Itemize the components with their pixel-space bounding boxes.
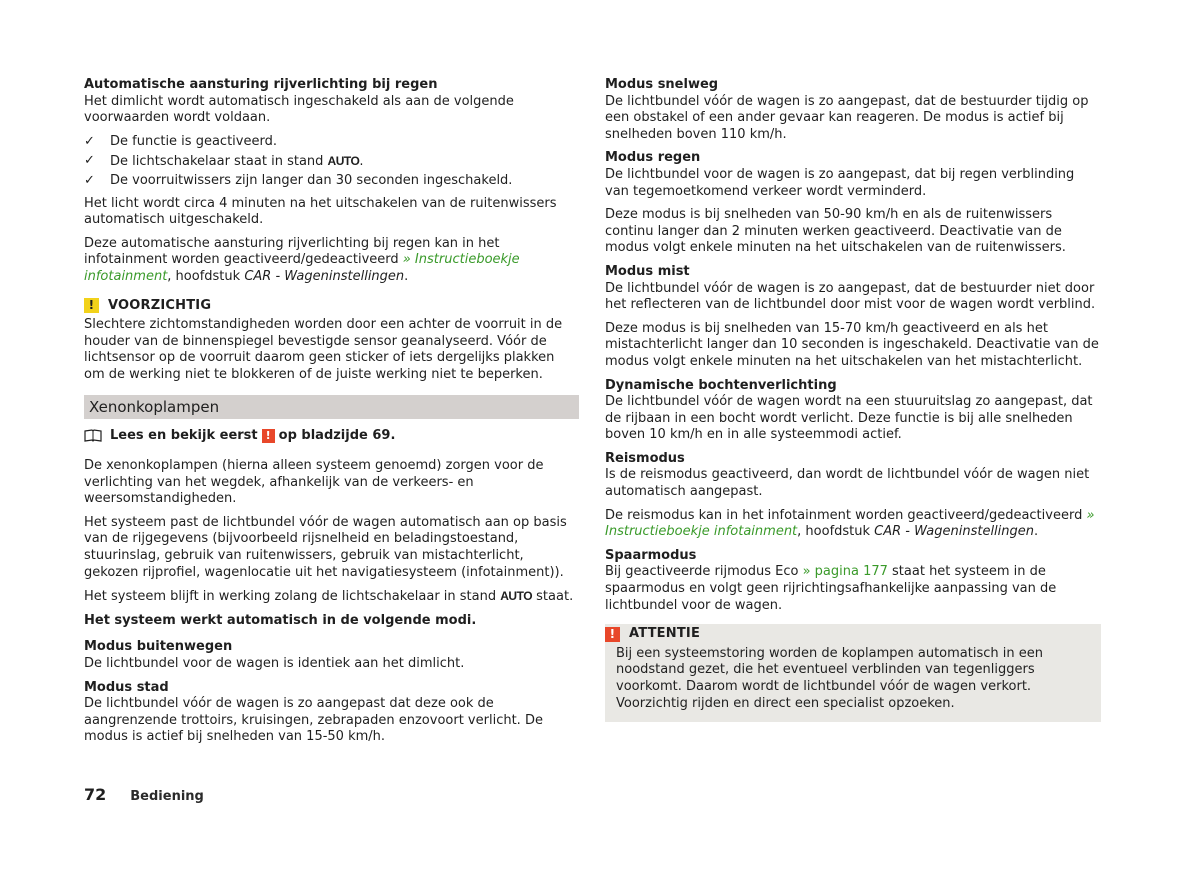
xenon-paragraph: De xenonkoplampen (hierna alleen systeem genoemd) zorgen voor de verlichting van het wegdek, afhankelijk van de verkeers- en weersomstandigheden. bbox=[84, 458, 544, 507]
bochtenverlichting-text: De lichtbundel vóór de wagen wordt na een stuuruitslag zo aangepast, dat de rijbaan in een bocht wordt verlicht. Deze functie is bij alle snelheden boven 10 km/h en in alle systeemmodi actief. bbox=[605, 394, 1093, 443]
rain-infotainment-paragraph: Deze automatische aansturing rijverlichting bij regen kan in het infotainment worden geactiveerd/gedeactiveerd » Instructieboekje infotainment, hoofdstuk CAR - Wageninstellingen. bbox=[84, 235, 520, 284]
page-177-link[interactable]: » pagina 177 bbox=[802, 564, 888, 580]
list-item: ✓ De functie is geactiveerd. bbox=[84, 133, 277, 149]
stad-text: De lichtbundel vóór de wagen is zo aangepast dat deze ook de aangrenzende trottoirs, kruisingen, zebrapaden enzovoort verlicht. De modus is actief bij snelheden van 15-50 km/h. bbox=[84, 696, 543, 745]
caution-icon: ! bbox=[84, 298, 99, 313]
auto-symbol: AUTO bbox=[500, 589, 533, 604]
attention-header bbox=[605, 626, 1089, 643]
attention-box bbox=[605, 624, 1101, 722]
section-title: Xenonkoplampen bbox=[84, 395, 579, 419]
list-item: ✓ De voorruitwissers zijn langer dan 30 seconden ingeschakeld. bbox=[84, 172, 513, 188]
list-item: ✓ De lichtschakelaar staat in stand AUTO. bbox=[84, 152, 364, 169]
infotainment-manual-link[interactable]: » Instructieboekje infotainment bbox=[605, 507, 1095, 540]
check-icon: ✓ bbox=[84, 133, 95, 149]
warning-icon: ! bbox=[262, 429, 275, 443]
attention-title: ATTENTIE bbox=[629, 626, 701, 642]
modes-heading: Het systeem werkt automatisch in de volgende modi. bbox=[84, 612, 477, 628]
left-column bbox=[84, 77, 579, 753]
page-number: 72 bbox=[84, 785, 107, 804]
regen-text-2: Deze modus is bij snelheden van 50-90 km/h en als de ruitenwissers continu langer dan 2 minuten werken geactiveerd. Deactivatie van de modus volgt enkele minuten na het uitschakelen van de ruitenwissers. bbox=[605, 207, 1066, 256]
regen-text: De lichtbundel voor de wagen is zo aangepast, dat bij regen verblinding van tegemoetkomend verkeer wordt verminderd. bbox=[605, 166, 1075, 199]
snelweg-heading: Modus snelweg bbox=[605, 77, 719, 92]
spaarmodus-text: Bij geactiveerde rijmodus Eco » pagina 177 staat het systeem in de spaarmodus en volgt geen rijrichtingsafhankelijke aanpassing van de lichtbundel voor de wagen. bbox=[605, 564, 1057, 613]
xenon-paragraph: Het systeem past de lichtbundel vóór de wagen automatisch aan op basis van de rijgegevens (bijvoorbeeld rijsnelheid en beladingstoestand, stuurinslag, gebruik van ruitenwissers, gebruik van mistachterlicht, gekozen rijprofiel, wagenlocatie uit het navigatiesysteem (infotainment)). bbox=[84, 514, 567, 580]
bochtenverlichting-heading: Dynamische bochtenverlichting bbox=[605, 377, 837, 393]
mist-heading: Modus mist bbox=[605, 263, 690, 279]
page-reference-link[interactable]: op bladzijde 69. bbox=[278, 427, 396, 443]
spaarmodus-heading: Spaarmodus bbox=[605, 547, 697, 563]
reismodus-text-2: De reismodus kan in het infotainment worden geactiveerd/gedeactiveerd » Instructieboekje infotainment, hoofdstuk CAR - Wageninstellingen. bbox=[605, 507, 1095, 540]
mist-text: De lichtbundel vóór de wagen is zo aangepast, dat de bestuurder niet door het reflecteren van de lichtbundel door mist voor de wagen wordt verblind. bbox=[605, 280, 1096, 313]
regen-heading: Modus regen bbox=[605, 150, 701, 166]
buitenwegen-text: De lichtbundel voor de wagen is identiek aan het dimlicht. bbox=[84, 656, 465, 672]
see-first-note: Lees en bekijk eerst ! op bladzijde 69. bbox=[84, 428, 579, 445]
rain-intro: Het dimlicht wordt automatisch ingeschakeld als aan de volgende voorwaarden wordt voldaan. bbox=[84, 93, 514, 126]
page-footer bbox=[84, 787, 204, 806]
footer-section-name: Bediening bbox=[130, 789, 204, 804]
rain-heading: Automatische aansturing rijverlichting bij regen bbox=[84, 77, 438, 92]
infotainment-manual-link[interactable]: » Instructieboekje infotainment bbox=[84, 252, 520, 284]
auto-symbol: AUTO bbox=[327, 153, 360, 168]
attention-text: Bij een systeemstoring worden de koplampen automatisch in een noodstand gezet, die het eventueel verblinden van tegenliggers voorkomt. Daarom wordt de lichtbundel vóór de wagen verkort. Voorzichtig rijden en direct een specialist opzoeken. bbox=[616, 645, 1043, 711]
rain-paragraph: Het licht wordt circa 4 minuten na het uitschakelen van de ruitenwissers automatisch uitgeschakeld. bbox=[84, 195, 557, 228]
right-column bbox=[605, 77, 1101, 722]
xenon-paragraph: Het systeem blijft in werking zolang de lichtschakelaar in stand AUTO staat. bbox=[84, 589, 574, 605]
stad-heading: Modus stad bbox=[84, 679, 169, 695]
check-icon: ✓ bbox=[84, 172, 95, 188]
caution-text: Slechtere zichtomstandigheden worden door een achter de voorruit in de houder van de binnenspiegel bevestigde sensor geanalyseerd. Vóór de lichtsensor op de voorruit daarom geen sticker of iets dergelijks plakken om de werking niet te blokkeren of de juiste werking niet te beperken. bbox=[84, 317, 563, 382]
caution-header bbox=[84, 298, 579, 315]
buitenwegen-heading: Modus buitenwegen bbox=[84, 639, 233, 655]
reismodus-heading: Reismodus bbox=[605, 450, 685, 466]
snelweg-text: De lichtbundel vóór de wagen is zo aangepast, dat de bestuurder tijdig op een obstakel of een ander gevaar kan reageren. De modus is actief bij snelheden boven 110 km/h. bbox=[605, 93, 1089, 142]
reismodus-text: Is de reismodus geactiveerd, dan wordt de lichtbundel vóór de wagen niet automatisch aangepast. bbox=[605, 467, 1090, 500]
mist-text-2: Deze modus is bij snelheden van 15-70 km/h geactiveerd en als het mistachterlicht langer dan 10 seconden is ingeschakeld. Deactivatie van de modus volgt enkele minuten na het uitschakelen van het mistachterlicht. bbox=[605, 320, 1099, 369]
caution-title: VOORZICHTIG bbox=[108, 297, 212, 313]
book-icon bbox=[84, 429, 102, 442]
condition-list bbox=[84, 134, 579, 190]
attention-icon: ! bbox=[605, 627, 620, 642]
check-icon: ✓ bbox=[84, 152, 95, 168]
